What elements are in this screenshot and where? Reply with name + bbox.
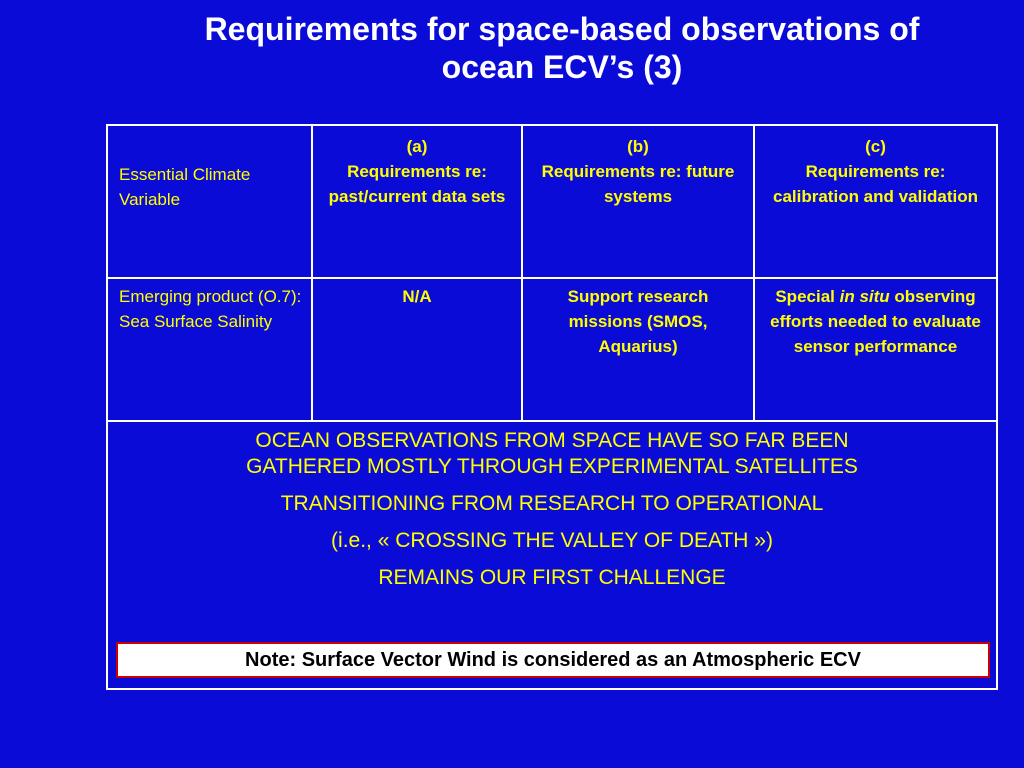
header-c-label: (c) xyxy=(865,137,886,156)
message-line-5: REMAINS OUR FIRST CHALLENGE xyxy=(378,566,726,589)
slide-title-line-1: Requirements for space-based observations of xyxy=(204,11,920,47)
note-text: Note: Surface Vector Wind is considered as an Atmospheric ECV xyxy=(245,649,861,671)
header-b-text: Requirements re: future systems xyxy=(541,162,735,206)
row-divider xyxy=(108,420,996,422)
row-divider xyxy=(108,277,996,279)
row-a-text: N/A xyxy=(402,287,432,306)
challenge-message xyxy=(108,428,996,591)
message-line-1: OCEAN OBSERVATIONS FROM SPACE HAVE SO FAR BEEN xyxy=(255,429,849,452)
header-b-cell xyxy=(523,134,753,209)
header-b-label: (b) xyxy=(627,137,649,156)
row-b-text: Support research missions (SMOS, Aquarius) xyxy=(567,287,709,356)
header-variable-cell xyxy=(119,162,309,212)
header-a-text: Requirements re: past/current data sets xyxy=(328,162,506,206)
row-c-prefix: Special xyxy=(775,287,840,306)
header-variable-text: Essential Climate Variable xyxy=(119,165,251,209)
header-c-cell xyxy=(755,134,996,209)
message-line-4: (i.e., « CROSSING THE VALLEY OF DEATH ») xyxy=(331,529,773,552)
row-b-cell xyxy=(523,284,753,359)
header-a-cell xyxy=(313,134,521,209)
note-box xyxy=(116,642,990,678)
message-line-2: GATHERED MOSTLY THROUGH EXPERIMENTAL SATELLITES xyxy=(246,455,858,478)
header-c-text: Requirements re: calibration and validation xyxy=(773,162,978,206)
row-variable-cell xyxy=(119,284,309,334)
row-c-italic: in situ xyxy=(839,287,890,306)
slide-title-line-2: ocean ECV’s (3) xyxy=(441,49,683,85)
row-c-suffix: observing efforts needed to evaluate sensor performance xyxy=(770,287,981,356)
requirements-table xyxy=(106,124,998,690)
row-variable-text: Emerging product (O.7): Sea Surface Salinity xyxy=(119,287,302,331)
message-line-3: TRANSITIONING FROM RESEARCH TO OPERATIONAL xyxy=(280,492,824,515)
row-a-cell xyxy=(313,284,521,309)
row-c-cell xyxy=(755,284,996,359)
header-a-label: (a) xyxy=(406,137,428,156)
slide-title xyxy=(100,10,1024,86)
